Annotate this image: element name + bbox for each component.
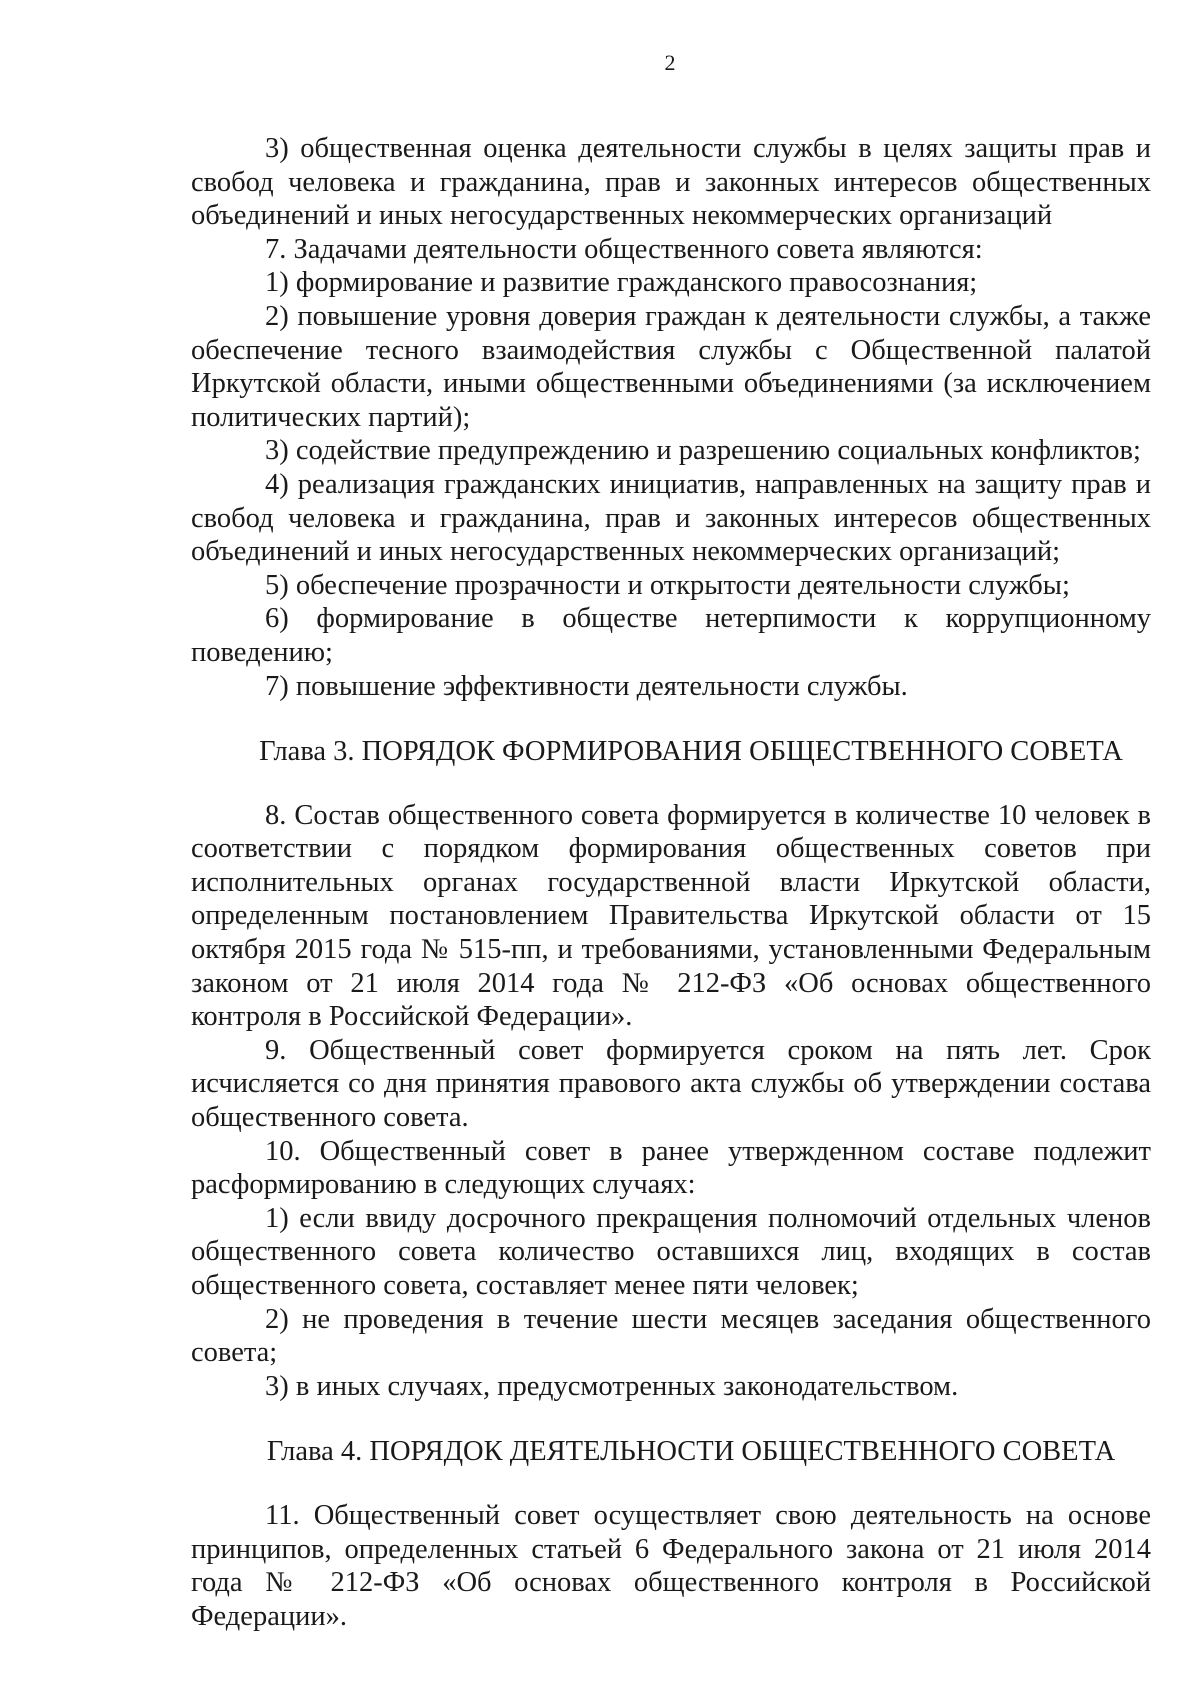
paragraph-10-1: 1) если ввиду досрочного прекращения полномочий отдельных членов общественного совета количество оставшихся лиц, входящих в состав общественного совета, составляет менее пяти человек; [191,1202,1151,1301]
page-number: 2 [664,50,676,75]
paragraph-7-1: 1) формирование и развитие гражданского правосознания; [265,267,978,299]
paragraph-7-3: 3) содействие предупреждению и разрешению социальных конфликтов; [265,435,1141,467]
paragraph-10: 10. Общественный совет в ранее утвержденном составе подлежит расформированию в следующих случаях: [191,1135,1151,1201]
paragraph-7-7: 7) повышение эффективности деятельности службы. [265,670,908,702]
paragraph-7-4: 4) реализация гражданских инициатив, направленных на защиту прав и свобод человека и гражданина, прав и законных интересов общественных объединений и иных негосударственных некоммерческих организаций; [191,468,1151,568]
paragraph-7-5: 5) обеспечение прозрачности и открытости деятельности службы; [265,569,1070,601]
paragraph-11: 11. Общественный совет осуществляет свою деятельность на основе принципов, определенных статьей 6 Федерального закона от 21 июля 2014 года № 212-ФЗ «Об основах общественного контроля в Российской Федерации». [191,1499,1151,1632]
paragraph-6-3: 3) общественная оценка деятельности службы в целях защиты прав и свобод человека и гражданина, прав и законных интересов общественных объединений и иных негосударственных некоммерческих организаций [191,133,1151,232]
paragraph-10-3: 3) в иных случаях, предусмотренных законодательством. [265,1370,959,1402]
paragraph-8: 8. Состав общественного совета формируется в количестве 10 человек в соответствии с порядком формирования общественных советов при исполнительных органах государственной власти Иркутской области, определенным постановлением Правительства Иркутской области от 15 октября 2015 года № 515-пп, и требованиями, установленными Федеральным законом от 21 июля 2014 года № 212-ФЗ «Об основах общественного контроля в Российской Федерации». [191,799,1151,1033]
paragraph-7-6: 6) формирование в обществе нетерпимости к коррупционному поведению; [191,603,1151,668]
paragraph-9: 9. Общественный совет формируется сроком на пять лет. Срок исчисляется со дня принятия правового акта службы об утверждении состава общественного совета. [191,1034,1151,1134]
chapter-4-heading: Глава 4. ПОРЯДОК ДЕЯТЕЛЬНОСТИ ОБЩЕСТВЕННОГО СОВЕТА [266,1436,1116,1468]
document-body [191,132,1151,1633]
chapter-3-heading: Глава 3. ПОРЯДОК ФОРМИРОВАНИЯ ОБЩЕСТВЕННОГО СОВЕТА [259,736,1123,768]
paragraph-10-2: 2) не проведения в течение шести месяцев заседания общественного совета; [191,1303,1151,1369]
paragraph-7-2: 2) повышение уровня доверия граждан к деятельности службы, а также обеспечение тесного взаимодействия службы с Общественной палатой Иркутской области, иными общественными объединениями (за исключением политических партий); [191,300,1151,433]
paragraph-7: 7. Задачами деятельности общественного совета являются: [265,233,983,265]
